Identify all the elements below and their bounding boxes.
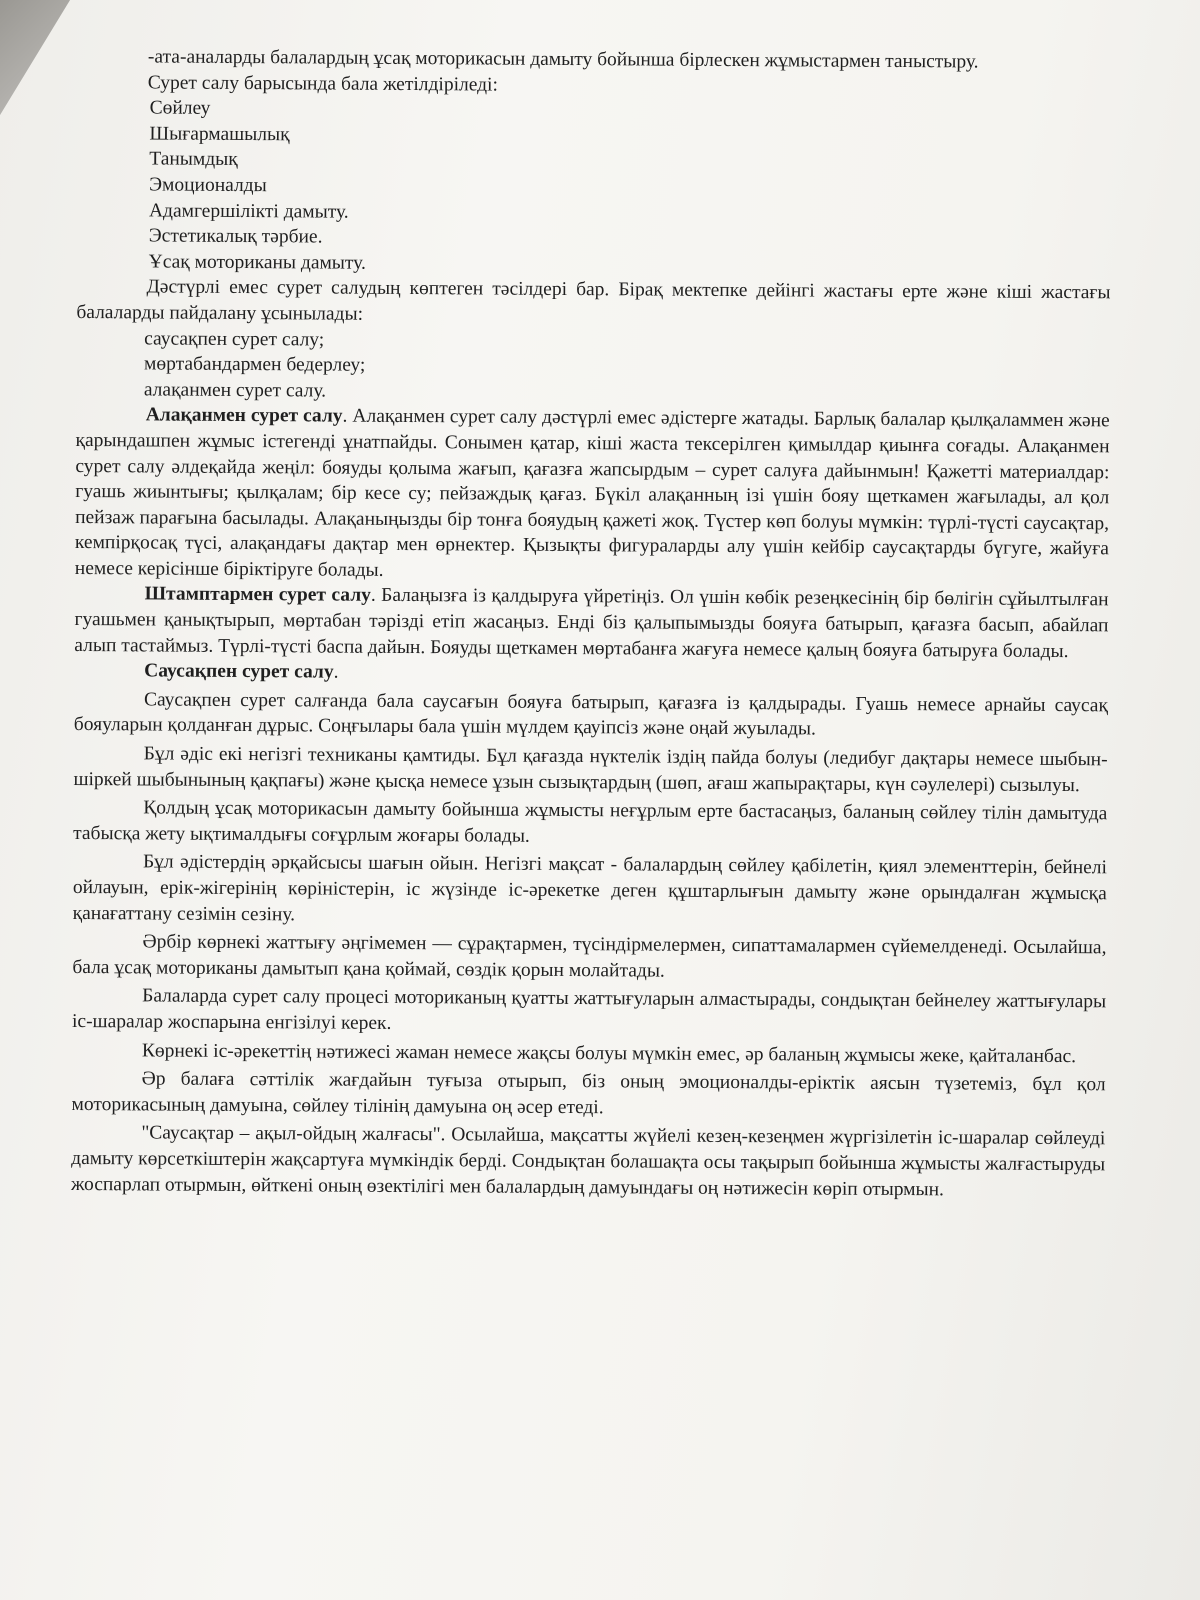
- body-paragraph: Көрнекі іс-әрекеттің нәтижесі жаман немесе жақсы болуы мүмкін емес, әр баланың жұмысы жеке, қайталанбас.: [141, 1039, 1077, 1067]
- body-paragraph: Әр балаға сәттілік жағдайын туғыза отырып, біз оның эмоционалды-еріктік аясын түзетеміз, бұл қол моторикасының дамуына, сөйлеу тілінің дамуына оң әсер етеді.: [71, 1068, 1106, 1118]
- development-item: Сөйлеу: [149, 97, 211, 119]
- development-item: Шығармашылық: [149, 123, 290, 146]
- development-item: Эстетикалық тәрбие.: [148, 225, 323, 248]
- method-item: саусақпен сурет салу;: [144, 327, 325, 351]
- body-paragraph: Қолдың ұсақ моторикасын дамыту бойынша жұмысты неғұрлым ерте бастасаңыз, баланың сөйлеу тілін дамытуда табысқа жету ықтималдығы соғұрлым жоғары болады.: [73, 797, 1108, 847]
- body-paragraph: Бұл әдіс екі негізгі техниканы қамтиды. Бұл қағазда нүктелік іздің пайда болуы (ледибуг дақтары немесе шыбын-шіркей шыбынының қақпағы) және қысқа немесе ұзын сызықтардың (шөп, ағаш жапырақтары, күн сәулелері) сызылуы.: [73, 743, 1108, 796]
- intro-paragraph: -ата-аналарды балалардың ұсақ моторикасын дамыту бойынша бірлескен жұмыстармен таныстыру.: [147, 46, 979, 73]
- development-item: Танымдық: [149, 148, 238, 171]
- stamp-painting-heading: Штамптармен сурет салу: [144, 583, 371, 607]
- method-item: мөртабандармен бедерлеу;: [143, 353, 366, 376]
- stamp-painting-paragraph: [74, 581, 1108, 664]
- palm-painting-body: . Алақанмен сурет салу дәстүрлі емес әдістерге жатады. Барлық балалар қылқаламмен және қарындашпен жұмыс істегенді ұнатпайды. Сонымен қатар, кіші жаста тексерілген қимылдар қиынға соғады. Алақанмен сурет салу әлдеқайда жеңіл: бояуды қолыма жағып, қағазға жапсырдым – сурет салуға дайынмын! Қажетті материалдар: гуашь жиынтығы; қылқалам; бір кесе су; пейзаждық қағаз. Бүкіл алақанның ізі үшін бояу щеткамен жағылады, ал қол пейзаж парағына басылады. Алақаныңызды бір тонға бояудың қажеті жоқ. Түстер көп болуы мүмкін: түрлі-түсті саусақтар, кемпірқосақ түсі, алақандағы дақтар мен өрнектер. Қызықты фигураларды алу үшін кейбір саусақтарды бүгуге, жайуға немесе керісінше біріктіруге болады.: [74, 405, 1110, 581]
- methods-intro: Дәстүрлі емес сурет салудың көптеген тәсілдері бар. Бірақ мектепке дейінгі жастағы ерте және кіші жастағы балаларды пайдалану ұсынылады:: [76, 276, 1111, 325]
- development-item: Эмоционалды: [149, 174, 267, 197]
- palm-painting-paragraph: [75, 402, 1110, 587]
- document-text: [71, 44, 1112, 1203]
- body-paragraph: Балаларда сурет салу процесі моториканың қуатты жаттығуларын алмастырады, сондықтан бейнелеу жаттығулары іс-шаралар жоспарына енгізілуі керек.: [71, 985, 1107, 1034]
- stamp-painting-body: . Балаңызға із қалдыруға үйретіңіз. Ол үшін көбік резеңкесінің бір бөлігін сұйылтылған гуашьмен қанықтырып, мөртабан тәрізді етіп жасаңыз. Енді біз қалыпымызды бояуға батырып, қағазға басып, абайлап алып тастаймыз. Түрлі-түсті баспа дайын. Бояуды щеткамен мөртабанға жағуға немесе қалың бояуға батыруға болады.: [74, 585, 1109, 662]
- body-paragraph: Саусақпен сурет салғанда бала саусағын бояуға батырып, қағазға із қалдырады. Гуашь немесе арнайы саусақ бояуларын қолданған дұрыс. Соңғылары бала үшін мүлдем қауіпсіз және оңай жуылады.: [73, 689, 1109, 740]
- development-item: Ұсақ моториканы дамыту.: [148, 251, 366, 274]
- finger-painting-heading: Саусақпен сурет салу: [144, 660, 334, 683]
- body-paragraph: "Саусақтар – ақыл-ойдың жалғасы". Осылайша, мақсатты жүйелі кезең-кезеңмен жүргізілетін іс-шаралар сөйлеуді дамыту көрсеткіштерін жақсартуға мүмкіндік берді. Сондықтан болашақта осы тақырып бойынша жұмысты жалғастыруды жоспарлап отырмын, өйткені оның өзектілігі мен балалардың дамуындағы оң нәтижесін көріп отырмын.: [70, 1122, 1106, 1200]
- development-item: Адамгершілікті дамыту.: [148, 199, 349, 223]
- finger-painting-heading-tail: .: [333, 661, 339, 683]
- body-paragraph: Бұл әдістердің әрқайсысы шағын ойын. Негізгі мақсат - балалардың сөйлеу қабілетін, қиял элементтерін, бейнелі ойлауын, ерік-жігерінің көріністерін, іс жүзінде іс-әрекетке деген құштарлығын дамыту және орындалған жұмысқа қанағаттану сезімін сезіну.: [72, 851, 1108, 925]
- palm-painting-heading: Алақанмен сурет салу: [145, 404, 343, 427]
- method-item: алақанмен сурет салу.: [143, 379, 327, 402]
- development-intro: Сурет салу барысында бала жетілдіріледі:: [147, 72, 498, 96]
- body-paragraph: Әрбір көрнекі жаттығу әңгімемен — сұрақтармен, түсіндірмелермен, сипаттамалармен сүйемелденеді. Осылайша, бала ұсақ моториканы дамытып қана қоймай, сөздік қорын молайтады.: [72, 931, 1107, 982]
